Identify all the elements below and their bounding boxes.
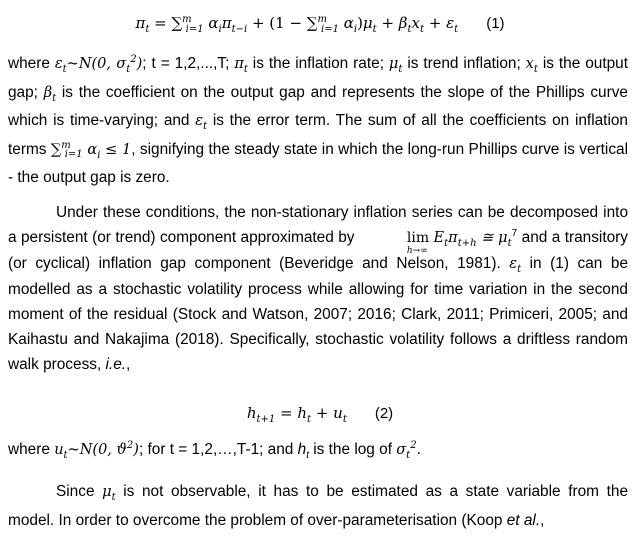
paragraph-estimation: [8, 478, 628, 534]
text: and a transitory (or cyclical) inflation gap component (Beveridge and Nelson, 1981).: [8, 229, 628, 272]
math-epsilon-t2: $\varepsilon_t$: [509, 256, 522, 275]
math-h: $h_t$: [297, 441, 309, 462]
text: is the coefficient on the output gap and represents the slope of the Phillips curve which is time-varying; and: [8, 83, 628, 129]
math-epsilon: $\varepsilon_t\sim N(0$, $\sigma_t^2$): [54, 54, 143, 75]
text: where: [8, 441, 55, 458]
math-beta: $\beta_t$: [43, 84, 57, 104]
math-expectation: $E_t\pi_{t+h}$ ≅ $\mu_t$: [433, 230, 512, 249]
paragraph-where-u: [8, 436, 628, 465]
text-italic: et al.: [506, 511, 541, 529]
text: is not observable, it has to be estimated as a state variable from the model. In order to overcome the problem of over-parameterisation (Koop: [8, 483, 628, 529]
math-mu: $\mu_t$: [388, 56, 403, 75]
equation-2-expression: $h_{t+1} = h_t + u_t$: [246, 404, 347, 425]
text: is the output gap;: [8, 55, 629, 101]
equation-2-number: (2): [374, 405, 394, 422]
math-mu-t: $\mu_t$: [102, 484, 116, 503]
text: ,: [126, 356, 131, 373]
text-italic: i.e.: [105, 356, 127, 373]
text: is trend inflation;: [402, 55, 526, 72]
text: ; for t = 1,2,…,T-1; and: [138, 441, 298, 458]
equation-1: [0, 14, 640, 35]
text: in (1) can be modelled as a stochastic volatility process while allowing for time variation in the second moment of the residual (Stock and Watson, 2007; 2016; Clark, 2011; Primiceri, 2005; and Kaihastu and Nakajima (2018). Specifically, stochastic volatility follows a driftless random walk process,: [8, 255, 629, 373]
math-pi: $\pi_t$: [234, 56, 248, 75]
math-epsilon-t: $\varepsilon_t$: [195, 113, 208, 132]
math-u: $u_t\sim N(0$, $ϑ^2$): [54, 440, 139, 461]
text: Under these conditions, the non-stationary inflation series can be decomposed into a persistent (or trend) component approximated by: [8, 204, 628, 246]
text: ; t = 1,2,...,T;: [142, 55, 235, 72]
text: is the inflation rate;: [247, 55, 389, 72]
paragraph-decomposition: Under these conditions, the non-stationary inflation series can be decomposed into a persistent (or trend) component approximated by lim h→∞ $E_t\pi_{t+h}$ ≅ $\mu_t^7$ and a transitory (or cyclical) inflation gap component (Beveridge and Nelson, 1981). $\varepsilon_t$ in (1) can be modelled as a stochastic volatility process while allowing for time variation in the second moment of the residual (Stock and Watson, 2007; 2016; Clark, 2011; Primiceri, 2005; and Kaihastu and Nakajima (2018). Specifically, stochastic volatility follows a driftless random walk process, i.e.,: [8, 204, 629, 373]
equation-1-number: (1): [486, 15, 505, 32]
math-limit: lim h→∞: [406, 230, 430, 256]
text: is the error term. The sum of all the coefficients on inflation terms: [8, 112, 628, 158]
equation-2: [0, 404, 640, 425]
text: where: [8, 55, 55, 72]
text: .: [416, 441, 421, 458]
math-sigma: $\sigma_t^2$: [396, 440, 417, 461]
text: Since: [56, 483, 103, 500]
text: ,: [540, 511, 545, 529]
text: is the log of: [308, 441, 397, 458]
paragraph-definitions: [8, 50, 628, 192]
equation-1-expression: $\pi_t = \sum^m_{i=1}$ $\alpha_i\pi_{t-i} + (1 - \sum^m_{i=1}$ $\alpha_i)\mu_t + \beta_tx_t + \varepsilon_t$: [135, 14, 459, 35]
math-x: $x_t$: [525, 56, 538, 75]
text: , signifying the steady state in which the long-run Phillips curve is vertical - the output gap is zero.: [8, 140, 628, 186]
math-sum-alpha: ∑$^m_{i=1}$ $\alpha_i \le 1$: [50, 139, 132, 161]
